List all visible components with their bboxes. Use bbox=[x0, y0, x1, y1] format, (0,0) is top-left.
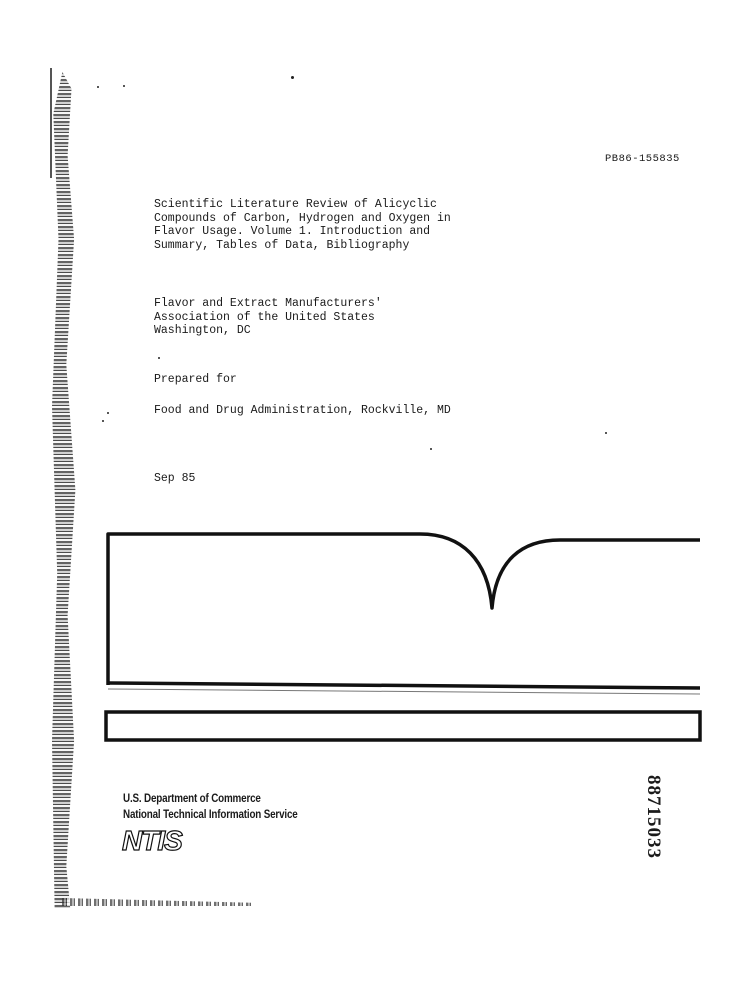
publication-date: Sep 85 bbox=[154, 472, 196, 485]
service-name: National Technical Information Service bbox=[123, 807, 298, 821]
prepared-for-label: Prepared for bbox=[154, 373, 237, 386]
sponsor-agency: Food and Drug Administration, Rockville, MD bbox=[154, 404, 451, 417]
ntis-logo-text: NTIS bbox=[122, 825, 182, 856]
report-number: PB86-155835 bbox=[605, 153, 680, 165]
upper-frame-bottom bbox=[108, 683, 700, 688]
upper-frame-bottom-shadow bbox=[108, 689, 700, 694]
ntis-logo bbox=[122, 826, 182, 856]
upper-frame-box bbox=[108, 534, 700, 685]
accession-number: 88715033 bbox=[643, 775, 664, 859]
document-title: Scientific Literature Review of Alicyclic Compounds of Carbon, Hydrogen and Oxygen in Flavor Usage. Volume 1. Introduction and Summary, Tables of Data, Bibliography bbox=[154, 198, 451, 252]
author-organization: Flavor and Extract Manufacturers' Association of the United States Washington, DC bbox=[154, 297, 382, 337]
department-name: U.S. Department of Commerce bbox=[123, 791, 261, 805]
lower-frame-box bbox=[106, 712, 700, 740]
